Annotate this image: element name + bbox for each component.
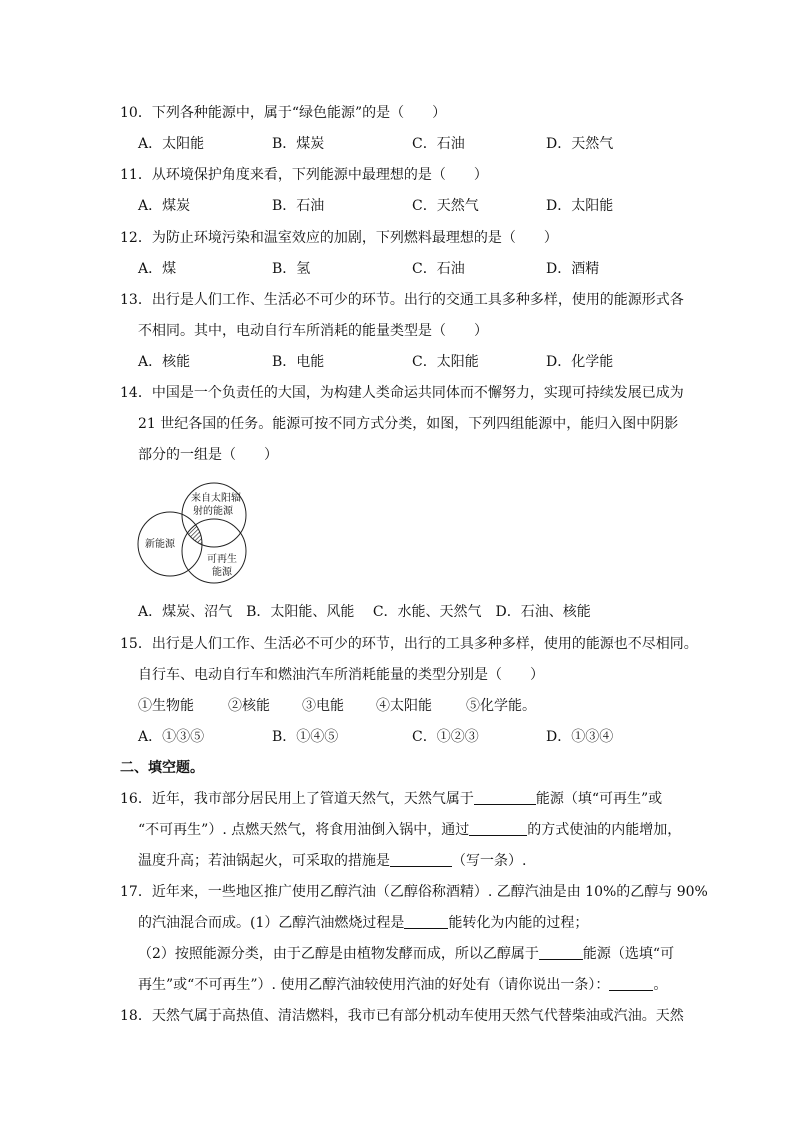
q15-choice-5: ⑤化学能。: [466, 698, 536, 714]
q16-text-3a: 温度升高；若油锅起火，可采取的措施是: [138, 853, 390, 869]
q11-stem: 11．从环境保护角度来看，下列能源中最理想的是（ ）: [120, 167, 488, 183]
q16-text-2b: 的方式使油的内能增加，: [527, 822, 682, 838]
q12-stem: 12．为防止环境污染和温室效应的加剧，下列燃料最理想的是（ ）: [120, 230, 558, 246]
venn-label-renew-2: 能源: [212, 567, 232, 578]
q11-option-d: D．太阳能: [546, 198, 614, 214]
q16-line-3: [138, 851, 526, 871]
q15-choice-4: ④太阳能: [376, 698, 432, 714]
venn-label-renew-1: 可再生: [207, 554, 237, 565]
q15-option-a: A．①③⑤: [138, 729, 205, 745]
venn-diagram: [130, 478, 260, 584]
q16-text-3b: （写一条）.: [452, 853, 527, 869]
venn-label-new: 新能源: [145, 539, 175, 550]
q14-stem-line-3: 部分的一组是（ ）: [138, 447, 278, 463]
q17-line-3: [138, 944, 674, 964]
q17-text-2b: 能转化为内能的过程；: [448, 915, 589, 931]
q11-option-b: B．石油: [272, 198, 325, 214]
q15-option-c: C．①②③: [412, 729, 479, 745]
q15-option-b: B．①④⑤: [272, 729, 339, 745]
q15-choice-1: ①生物能: [138, 698, 194, 714]
q17-blank-3: [609, 976, 653, 991]
q14-stem-line-1: 14．中国是一个负责任的大国，为构建人类命运共同体而不懈努力，实现可持续发展已成为: [120, 385, 684, 401]
q15-choice-3: ③电能: [302, 698, 344, 714]
q16-blank-1: [474, 790, 536, 805]
q17-text-4b: 。: [653, 977, 668, 993]
q13-option-a: A．核能: [138, 354, 191, 370]
q16-blank-3: [390, 852, 452, 867]
q11-option-a: A．煤炭: [138, 198, 191, 214]
q17-text-4a: 再生”或“不可再生”）. 使用乙醇汽油较使用汽油的好处有（请你说出一条）：: [138, 977, 610, 993]
q17-line-4: [138, 975, 667, 995]
q14-stem-line-2: 21 世纪各国的任务。能源可按不同方式分类，如图，下列四组能源中，能归入图中阴影: [138, 416, 679, 432]
q15-option-d: D．①③④: [546, 729, 614, 745]
q17-blank-1: [404, 914, 448, 929]
q12-option-d: D．酒精: [546, 261, 600, 277]
q17-text-3b: 能源（选填“可: [582, 946, 675, 962]
q13-stem-line-1: 13．出行是人们工作、生活必不可少的环节。出行的交通工具多种多样，使用的能源形式各: [120, 292, 684, 308]
q10-option-d: D．天然气: [546, 136, 614, 152]
q17-blank-2: [539, 945, 583, 960]
q10-option-c: C．石油: [412, 136, 465, 152]
q13-option-b: B．电能: [272, 354, 325, 370]
q12-option-b: B．氢: [272, 261, 311, 277]
q11-option-c: C．天然气: [412, 198, 479, 214]
q12-option-c: C．石油: [412, 261, 465, 277]
q18-line-1: 18．天然气属于高热值、清洁燃料，我市已有部分机动车使用天然气代替柴油或汽油。天然: [120, 1008, 684, 1024]
q15-stem-line-1: 15．出行是人们工作、生活必不可少的环节，出行的工具多种多样，使用的能源也不尽相同。: [120, 636, 698, 652]
q16-line-2: [138, 820, 681, 840]
q13-option-c: C．太阳能: [412, 354, 479, 370]
q17-text-2a: 的汽油混合而成。(1）乙醇汽油燃烧过程是: [138, 915, 405, 931]
q17-text-3a: （2）按照能源分类，由于乙醇是由植物发酵而成，所以乙醇属于: [138, 946, 539, 962]
q15-stem-line-2: 自行车、电动自行车和燃油汽车所消耗能量的类型分别是（ ）: [138, 667, 544, 683]
q10-option-b: B．煤炭: [272, 136, 325, 152]
q16-line-1: [120, 789, 662, 809]
q17-line-1: 17．近年来，一些地区推广使用乙醇汽油（乙醇俗称酒精）. 乙醇汽油是由 10%的乙醇与 90%: [120, 884, 708, 900]
venn-label-solar-1: 来自太阳辐: [191, 493, 241, 504]
q13-option-d: D．化学能: [546, 354, 614, 370]
q16-text-1b: 能源（填“可再生”或: [535, 791, 663, 807]
q10-stem: 10．下列各种能源中，属于“绿色能源”的是（ ）: [120, 105, 447, 121]
q16-blank-2: [469, 821, 527, 836]
q14-options: A．煤炭、沼气 B．太阳能、风能 C．水能、天然气 D．石油、核能: [138, 604, 591, 620]
q17-line-2: [138, 913, 588, 933]
q16-text-1a: 16．近年，我市部分居民用上了管道天然气，天然气属于: [120, 791, 474, 807]
q16-text-2a: “不可再生”）. 点燃天然气，将食用油倒入锅中，通过: [138, 822, 470, 838]
q15-choice-2: ②核能: [228, 698, 270, 714]
q13-stem-line-2: 不相同。其中，电动自行车所消耗的能量类型是（ ）: [138, 323, 488, 339]
q12-option-a: A．煤: [138, 261, 177, 277]
section-fill-in-title: 二、填空题。: [120, 760, 204, 776]
venn-label-solar-2: 射的能源: [193, 506, 233, 517]
q10-option-a: A．太阳能: [138, 136, 205, 152]
